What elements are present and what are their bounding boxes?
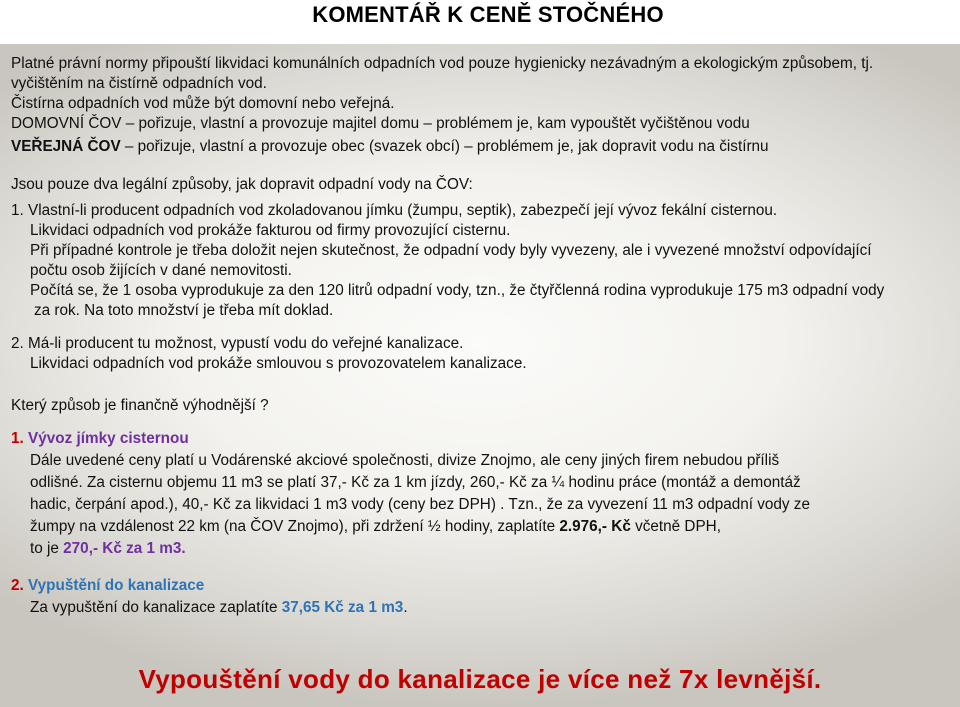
ways-intro: Jsou pouze dva legální způsoby, jak dopravit odpadní vody na ČOV: [11,176,473,193]
option1-number: 1. [11,430,24,447]
way1-line-4: počtu osob žijících v dané nemovitosti. [30,262,292,279]
option2-number: 2. [11,577,24,594]
way2-line-2: Likvidaci odpadních vod prokáže smlouvou s provozovatelem kanalizace. [30,355,527,372]
option1-line-4 [11,517,950,537]
question: Který způsob je finančně výhodnější ? [11,397,269,414]
option1-line-4-post: včetně DPH, [630,518,721,535]
option1-heading-text: Vývoz jímky cisternou [23,430,189,447]
option2-line-1-post: . [403,599,408,616]
option2-line-1-pre: Za vypuštění do kanalizace zaplatíte [30,599,282,616]
intro-line-3: Čistírna odpadních vod může být domovní nebo veřejná. [11,95,395,112]
option1-line-4-pre: žumpy na vzdálenost 22 km (na ČOV Znojmo), při zdržení ½ hodiny, zaplatíte [30,518,560,535]
content-panel [0,44,960,707]
way1-line-5: Počítá se, že 1 osoba vyprodukuje za den 120 litrů odpadní vody, tzn., že čtyřčlenná rodina vyprodukuje 175 m3 odpadní vody [30,282,885,299]
option1-line-5-pre: to je [30,540,64,557]
way1-line-2: Likvidaci odpadních vod prokáže fakturou od firmy provozující cisternu. [30,222,511,239]
intro-line-2: vyčištěním na čistírně odpadních vod. [11,75,267,92]
option1-line-3: hadic, čerpání apod.), 40,- Kč za likvidaci 1 m3 vody (ceny bez DPH) . Tzn., že za vyvezení 11 m3 odpadní vody ze [30,496,810,513]
intro-line-1: Platné právní normy připouští likvidaci komunálních odpadních vod pouze hygienicky nezávadným a ekologickým způsobem, tj. [11,55,874,72]
domovni-cov-text: – pořizuje, vlastní a provozuje majitel domu – problémem je, kam vypouštět vyčištěnou vodu [121,115,750,132]
way2-line-1: 2. Má-li producent tu možnost, vypustí vodu do veřejné kanalizace. [11,335,464,352]
option1-line-2: odlišné. Za cisternu objemu 11 m3 se platí 37,- Kč za 1 km jízdy, 260,- Kč za ¼ hodinu práce (montáž a demontáž [30,474,801,491]
option2-unit-price: 37,65 Kč za 1 m3 [281,599,404,616]
verejna-cov-label: VEŘEJNÁ ČOV [11,138,121,155]
option2-heading-text: Vypuštění do kanalizace [23,577,205,594]
option1-line-1: Dále uvedené ceny platí u Vodárenské akciové společnosti, divize Znojmo, ale ceny jiných firem nebudou příliš [30,452,780,469]
option1-line-5 [11,539,950,559]
option1-unit-price: 270,- Kč za 1 m3. [63,540,186,557]
option2-heading [11,576,950,596]
option1-total-price: 2.976,- Kč [559,518,631,535]
conclusion: Vypouštění vody do kanalizace je více než 7x levnější. [138,664,822,694]
domovni-cov-line [11,114,950,134]
option2-line-1 [11,598,950,618]
verejna-cov-text: – pořizuje, vlastní a provozuje obec (svazek obcí) – problémem je, jak dopravit vodu na čistírnu [120,138,769,155]
option1-heading [11,429,950,449]
page-title: KOMENTÁŘ K CENĚ STOČNÉHO [312,2,664,27]
way1-line-6: za rok. Na toto množství je třeba mít doklad. [34,302,334,319]
domovni-cov-label: DOMOVNÍ ČOV [11,115,122,132]
verejna-cov-line [11,137,950,157]
way1-line-3: Při případné kontrole je třeba doložit nejen skutečnost, že odpadní vody byly vyvezeny, ale i vyvezené množství odpovídající [30,242,872,259]
way1-line-1: 1. Vlastní-li producent odpadních vod zkoladovanou jímku (žumpu, septik), zabezpečí její vývoz fekální cisternou. [11,202,778,219]
